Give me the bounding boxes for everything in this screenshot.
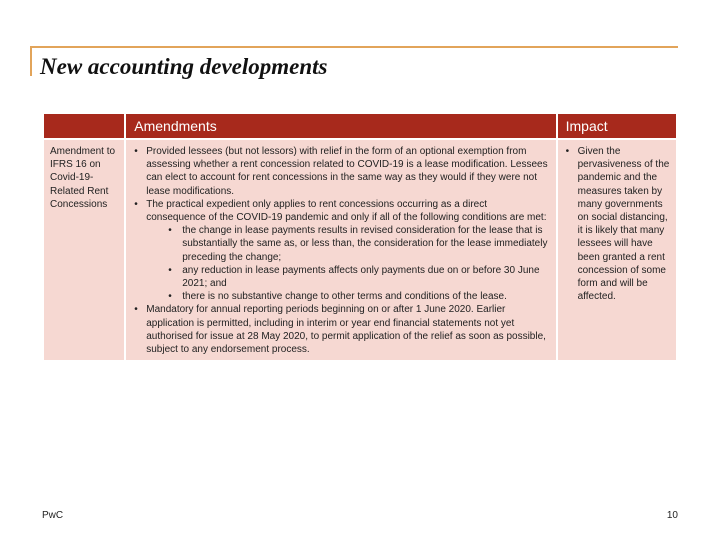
impact-list — [564, 145, 670, 303]
amendment-bullet: • Mandatory for annual reporting periods beginning on or after 1 June 2020. Earlier application is permitted, including in interim or year end financial statements not yet authorised for issue at 28 May 2020, to permit application of the relief as soon as possible, subject to any endorsement process. — [132, 303, 547, 356]
header-row-label — [44, 114, 124, 140]
page-number: 10 — [666, 510, 678, 521]
condition-item: • the change in lease payments results in revised consideration for the lease that is substantially the same as, or less than, the consideration for the lease immediately preceding the change; — [166, 224, 547, 264]
row-label: Amendment to IFRS 16 on Covid-19-Related Rent Concessions — [44, 140, 124, 360]
accent-tick — [30, 46, 32, 76]
impact-cell — [558, 140, 676, 360]
header-amendments: Amendments — [126, 114, 555, 140]
amendment-bullet: • Provided lessees (but not lessors) with relief in the form of an optional exemption from assessing whether a rent concession related to COVID-19 is a lease modification. Lessees can elect to account for rent concessions in the same way as they would if they were not lease modifications. — [132, 145, 547, 198]
table-row — [44, 140, 676, 360]
conditions-list — [146, 224, 547, 303]
amendments-table — [42, 114, 678, 360]
slide-title: New accounting developments — [40, 54, 328, 79]
accent-line — [30, 46, 678, 48]
header-impact: Impact — [558, 114, 676, 140]
amendments-list — [132, 145, 547, 356]
amendments-cell — [126, 140, 555, 360]
header-row — [44, 114, 676, 140]
amendment-bullet-text: The practical expedient only applies to rent concessions occurring as a direct consequence of the COVID-19 pandemic and only if all of the following conditions are met: — [146, 198, 547, 224]
condition-item: • there is no substantive change to other terms and conditions of the lease. — [166, 290, 547, 303]
amendment-bullet — [132, 198, 547, 304]
impact-bullet: • Given the pervasiveness of the pandemic and the measures taken by many governments on social distancing, it is likely that many lessees will have been granted a rent concession of some form and will be affected. — [564, 145, 670, 303]
footer-brand: PwC — [42, 510, 64, 521]
condition-item: • any reduction in lease payments affects only payments due on or before 30 June 2021; and — [166, 264, 547, 290]
